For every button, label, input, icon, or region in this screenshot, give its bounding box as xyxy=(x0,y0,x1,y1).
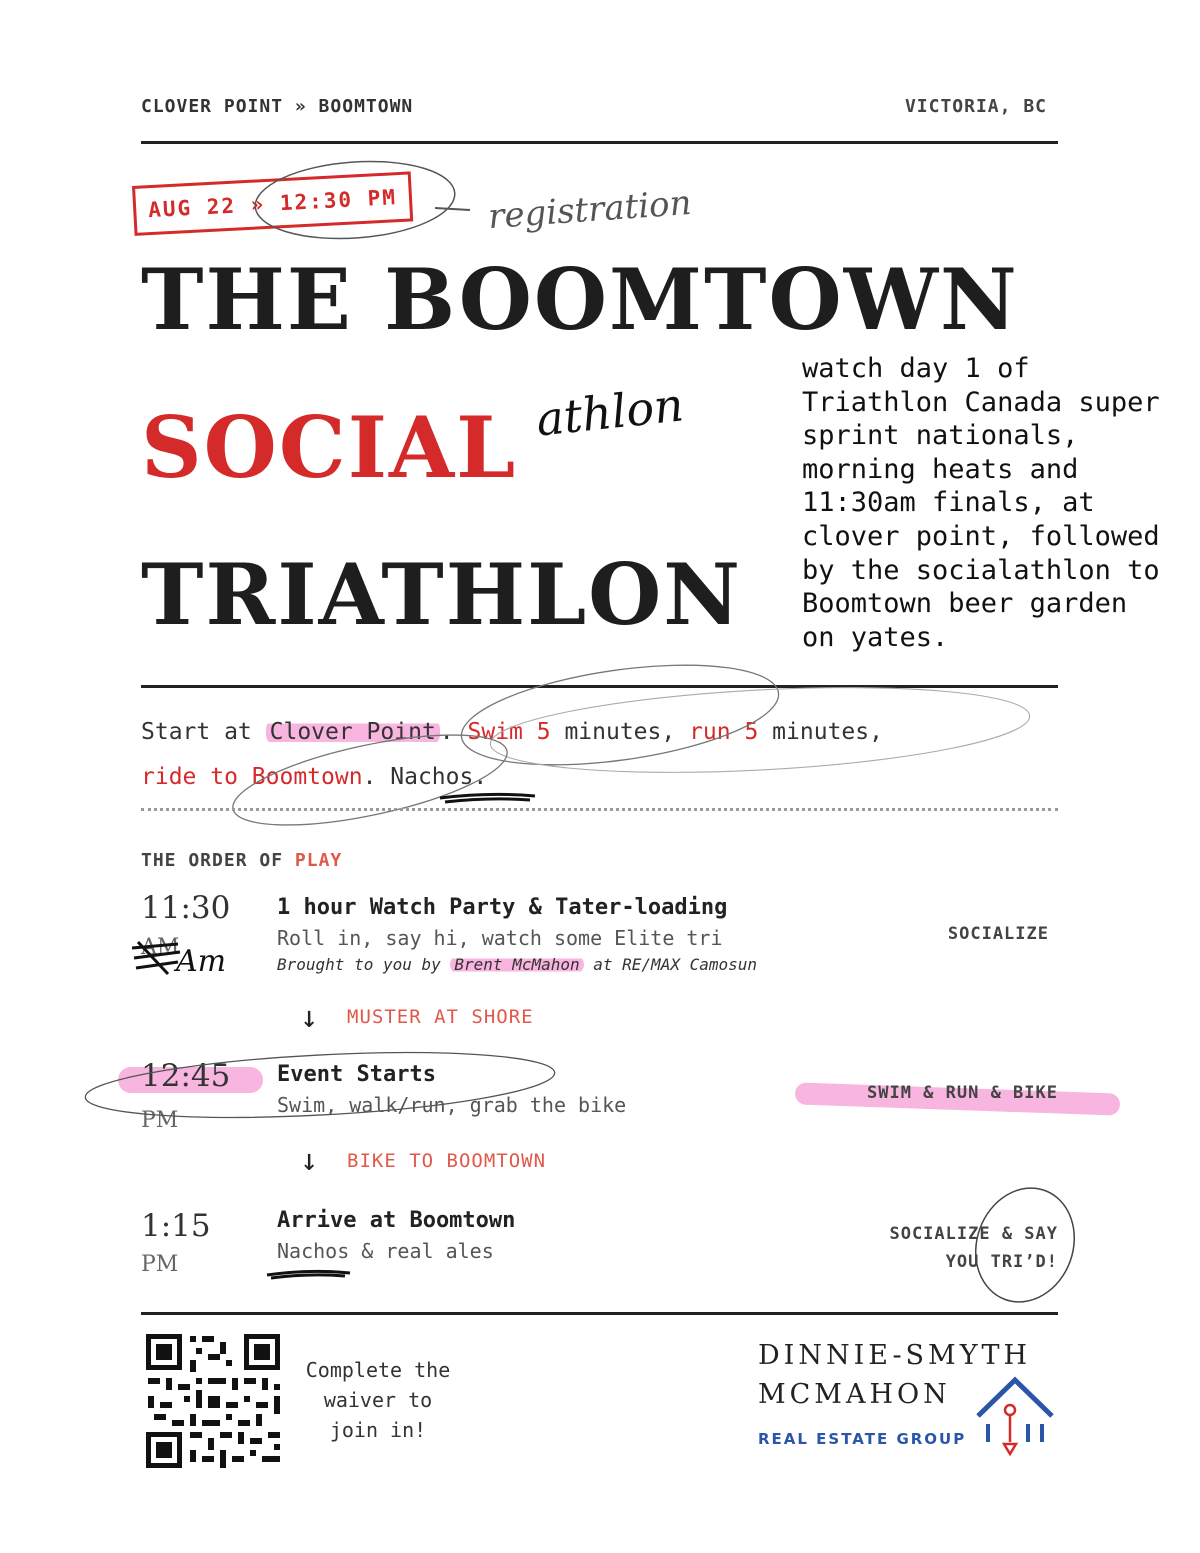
event-3-tag-line-2: YOU TRI’D! xyxy=(945,1252,1058,1272)
brand-line-2: MCMAHON xyxy=(758,1379,951,1410)
summary-text-6: . xyxy=(473,764,488,790)
summary-ride: ride to Boomtown xyxy=(141,764,363,790)
event-2-title: Event Starts xyxy=(277,1062,436,1087)
event-1-time: 11:30 xyxy=(141,890,231,926)
house-key-logo-icon xyxy=(970,1372,1060,1462)
brand-line-1: DINNIE-SMYTH xyxy=(758,1340,1032,1371)
event-2-ampm: PM xyxy=(141,1108,179,1133)
registration-note: registration xyxy=(486,182,693,238)
event-1-credit-post: at RE/MAX Camosun xyxy=(583,955,758,974)
title-line-2: SOCIAL xyxy=(141,398,518,497)
event-3-subtitle: Nachos & real ales xyxy=(277,1239,494,1263)
summary-text-3: minutes, xyxy=(550,719,690,745)
waiver-line-3: join in! xyxy=(329,1418,427,1442)
summary-divider xyxy=(141,808,1058,811)
event-3-tag xyxy=(889,1220,1058,1276)
event-2-subtitle: Swim, walk/run, grab the bike xyxy=(277,1093,627,1117)
waiver-line-2: waiver to xyxy=(323,1388,433,1412)
order-accent: PLAY xyxy=(294,850,343,871)
header-right: VICTORIA, BC xyxy=(904,96,1047,117)
watch-day-note: watch day 1 of Triathlon Canada super sprint nationals, morning heats and 11:30am finals, at clover point, followed by the socialathlon to Boomtown beer garden on yates. xyxy=(802,352,1174,654)
qr-code[interactable] xyxy=(146,1334,280,1468)
event-3-time: 1:15 xyxy=(141,1208,211,1244)
event-1-ampm-handwritten: Am xyxy=(176,944,227,979)
footer-rule xyxy=(141,1312,1058,1315)
waiver-line-1: Complete the xyxy=(305,1358,451,1382)
order-label: THE ORDER OF xyxy=(141,850,284,871)
order-of-play-heading xyxy=(141,850,342,871)
date-stamp: AUG 22 » 12:30 PM xyxy=(132,171,413,236)
event-2-time: 12:45 xyxy=(141,1058,231,1094)
event-2-tag: SWIM & RUN & BIKE xyxy=(867,1083,1058,1103)
summary-text-1: Start at xyxy=(141,719,266,745)
athlon-handwriting: athlon xyxy=(533,377,686,447)
step-1-arrow-icon: ↓ xyxy=(300,1000,319,1035)
waiver-text xyxy=(288,1355,468,1445)
event-1-subtitle: Roll in, say hi, watch some Elite tri xyxy=(277,926,723,950)
header-left: CLOVER POINT » BOOMTOWN xyxy=(141,96,414,117)
event-3-tag-line-1: SOCIALIZE & SAY xyxy=(889,1224,1058,1244)
event-1-tag: SOCIALIZE xyxy=(947,924,1049,944)
title-rule xyxy=(141,685,1058,688)
title-line-3: TRIATHLON xyxy=(141,545,743,644)
summary-text-4: minutes, xyxy=(758,719,883,745)
step-2-arrow-icon: ↓ xyxy=(300,1143,319,1178)
event-1-title: 1 hour Watch Party & Tater-loading xyxy=(277,895,728,920)
summary-text-5: . xyxy=(362,764,391,790)
event-3-underline xyxy=(265,1265,365,1285)
event-1-credit-name: Brent McMahon xyxy=(450,955,583,974)
summary-run: run 5 xyxy=(689,719,759,745)
event-1-credit xyxy=(277,955,757,974)
summary-text-2: . xyxy=(439,719,468,745)
summary-nachos: Nachos xyxy=(390,764,474,790)
summary-swim: Swim 5 xyxy=(467,719,551,745)
event-1-credit-pre: Brought to you by xyxy=(277,955,451,974)
title-line-1: THE BOOMTOWN xyxy=(141,250,1019,349)
header-rule xyxy=(141,141,1058,144)
summary-clover-point: Clover Point xyxy=(266,719,440,745)
event-3-title: Arrive at Boomtown xyxy=(277,1208,516,1233)
brand-line-3: REAL ESTATE GROUP xyxy=(758,1430,967,1448)
step-1-label: MUSTER AT SHORE xyxy=(347,1006,534,1028)
event-1-ampm: AM xyxy=(141,935,180,960)
summary xyxy=(141,710,1041,800)
event-3-ampm: PM xyxy=(141,1252,179,1277)
step-2-label: BIKE TO BOOMTOWN xyxy=(347,1150,547,1172)
